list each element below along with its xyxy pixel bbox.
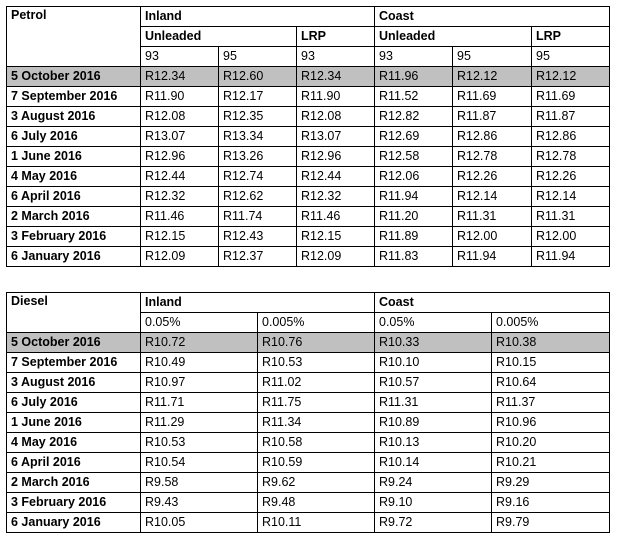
price-cell: R12.62 [219, 187, 297, 207]
price-cell: R10.10 [375, 353, 492, 373]
date-cell: 3 August 2016 [7, 373, 141, 393]
table-row [7, 167, 610, 187]
date-cell: 2 March 2016 [7, 207, 141, 227]
date-cell: 4 May 2016 [7, 167, 141, 187]
price-cell: R11.75 [258, 393, 375, 413]
diesel-coast-header: Coast [375, 293, 610, 313]
price-cell: R9.29 [492, 473, 610, 493]
price-cell: R13.07 [297, 127, 375, 147]
price-cell: R12.00 [532, 227, 610, 247]
price-cell: R12.96 [297, 147, 375, 167]
petrol-coast-lrp-header: LRP [532, 27, 610, 47]
price-cell: R12.86 [453, 127, 532, 147]
price-cell: R9.72 [375, 513, 492, 533]
price-cell: R13.34 [219, 127, 297, 147]
price-cell: R10.64 [492, 373, 610, 393]
table-row [7, 107, 610, 127]
price-cell: R12.32 [141, 187, 219, 207]
date-cell: 6 April 2016 [7, 453, 141, 473]
price-cell: R11.87 [453, 107, 532, 127]
date-cell: 6 January 2016 [7, 247, 141, 267]
price-cell: R9.43 [141, 493, 258, 513]
table-row [7, 493, 610, 513]
price-cell: R12.14 [453, 187, 532, 207]
price-cell: R12.15 [297, 227, 375, 247]
price-cell: R11.34 [258, 413, 375, 433]
table-row [7, 433, 610, 453]
price-cell: R12.12 [453, 67, 532, 87]
price-cell: R10.89 [375, 413, 492, 433]
price-cell: R10.57 [375, 373, 492, 393]
price-cell: R11.74 [219, 207, 297, 227]
price-cell: R11.94 [532, 247, 610, 267]
price-cell: R12.08 [141, 107, 219, 127]
price-cell: R10.33 [375, 333, 492, 353]
petrol-grade-inland-lrp-93: 93 [297, 47, 375, 67]
price-cell: R11.46 [297, 207, 375, 227]
price-cell: R12.34 [297, 67, 375, 87]
price-cell: R12.44 [297, 167, 375, 187]
price-cell: R12.17 [219, 87, 297, 107]
diesel-grade-coast-005: 0.05% [375, 313, 492, 333]
price-cell: R11.20 [375, 207, 453, 227]
petrol-price-table [6, 6, 610, 267]
table-row [7, 67, 610, 87]
price-cell: R11.71 [141, 393, 258, 413]
price-cell: R10.53 [258, 353, 375, 373]
price-cell: R13.07 [141, 127, 219, 147]
price-cell: R12.15 [141, 227, 219, 247]
petrol-grade-coast-unleaded-93: 93 [375, 47, 453, 67]
date-cell: 6 April 2016 [7, 187, 141, 207]
price-cell: R12.08 [297, 107, 375, 127]
petrol-grade-inland-unleaded-93: 93 [141, 47, 219, 67]
date-cell: 5 October 2016 [7, 67, 141, 87]
petrol-label: Petrol [7, 7, 141, 67]
price-cell: R10.58 [258, 433, 375, 453]
price-cell: R9.16 [492, 493, 610, 513]
price-cell: R11.31 [532, 207, 610, 227]
date-cell: 3 February 2016 [7, 493, 141, 513]
price-cell: R9.58 [141, 473, 258, 493]
price-cell: R10.20 [492, 433, 610, 453]
price-cell: R12.58 [375, 147, 453, 167]
price-cell: R12.74 [219, 167, 297, 187]
price-cell: R12.44 [141, 167, 219, 187]
date-cell: 6 July 2016 [7, 127, 141, 147]
table-row [7, 247, 610, 267]
price-cell: R10.11 [258, 513, 375, 533]
price-cell: R12.09 [297, 247, 375, 267]
price-cell: R12.78 [453, 147, 532, 167]
price-cell: R12.60 [219, 67, 297, 87]
price-cell: R9.24 [375, 473, 492, 493]
date-cell: 5 October 2016 [7, 333, 141, 353]
table-row [7, 187, 610, 207]
table-row [7, 147, 610, 167]
petrol-grade-inland-unleaded-95: 95 [219, 47, 297, 67]
price-cell: R10.49 [141, 353, 258, 373]
price-cell: R9.79 [492, 513, 610, 533]
price-cell: R12.26 [453, 167, 532, 187]
price-cell: R10.15 [492, 353, 610, 373]
date-cell: 6 January 2016 [7, 513, 141, 533]
price-cell: R12.43 [219, 227, 297, 247]
price-cell: R12.14 [532, 187, 610, 207]
price-cell: R11.31 [453, 207, 532, 227]
table-row [7, 373, 610, 393]
price-cell: R12.34 [141, 67, 219, 87]
price-cell: R10.72 [141, 333, 258, 353]
petrol-inland-header: Inland [141, 7, 375, 27]
table-row [7, 227, 610, 247]
table-row [7, 393, 610, 413]
table-row [7, 127, 610, 147]
diesel-price-table [6, 292, 610, 533]
table-row [7, 513, 610, 533]
diesel-grade-inland-0005: 0.005% [258, 313, 375, 333]
price-cell: R11.89 [375, 227, 453, 247]
price-cell: R12.69 [375, 127, 453, 147]
diesel-label: Diesel [7, 293, 141, 333]
price-cell: R10.59 [258, 453, 375, 473]
petrol-coast-header: Coast [375, 7, 610, 27]
price-cell: R10.38 [492, 333, 610, 353]
diesel-inland-header: Inland [141, 293, 375, 313]
price-cell: R12.86 [532, 127, 610, 147]
petrol-inland-unleaded-header: Unleaded [141, 27, 297, 47]
price-cell: R12.12 [532, 67, 610, 87]
date-cell: 3 August 2016 [7, 107, 141, 127]
price-cell: R11.94 [375, 187, 453, 207]
price-cell: R12.06 [375, 167, 453, 187]
price-cell: R11.87 [532, 107, 610, 127]
table-row [7, 353, 610, 373]
price-cell: R9.10 [375, 493, 492, 513]
price-cell: R10.13 [375, 433, 492, 453]
price-cell: R11.69 [532, 87, 610, 107]
price-cell: R11.96 [375, 67, 453, 87]
date-cell: 3 February 2016 [7, 227, 141, 247]
date-cell: 1 June 2016 [7, 147, 141, 167]
table-row [7, 87, 610, 107]
price-cell: R10.05 [141, 513, 258, 533]
price-cell: R10.54 [141, 453, 258, 473]
diesel-grade-inland-005: 0.05% [141, 313, 258, 333]
price-cell: R12.00 [453, 227, 532, 247]
table-row [7, 453, 610, 473]
price-cell: R11.90 [141, 87, 219, 107]
price-cell: R12.37 [219, 247, 297, 267]
date-cell: 1 June 2016 [7, 413, 141, 433]
table-row [7, 473, 610, 493]
price-cell: R12.96 [141, 147, 219, 167]
price-cell: R12.35 [219, 107, 297, 127]
price-cell: R11.90 [297, 87, 375, 107]
date-cell: 4 May 2016 [7, 433, 141, 453]
price-cell: R10.53 [141, 433, 258, 453]
petrol-coast-unleaded-header: Unleaded [375, 27, 532, 47]
price-cell: R11.46 [141, 207, 219, 227]
price-cell: R13.26 [219, 147, 297, 167]
date-cell: 6 July 2016 [7, 393, 141, 413]
date-cell: 2 March 2016 [7, 473, 141, 493]
petrol-grade-coast-unleaded-95: 95 [453, 47, 532, 67]
price-cell: R12.82 [375, 107, 453, 127]
price-cell: R10.97 [141, 373, 258, 393]
price-cell: R10.21 [492, 453, 610, 473]
price-cell: R10.76 [258, 333, 375, 353]
price-cell: R12.09 [141, 247, 219, 267]
price-cell: R11.37 [492, 393, 610, 413]
price-cell: R11.02 [258, 373, 375, 393]
price-cell: R11.31 [375, 393, 492, 413]
diesel-grade-coast-0005: 0.005% [492, 313, 610, 333]
price-cell: R12.32 [297, 187, 375, 207]
table-row [7, 207, 610, 227]
price-cell: R9.62 [258, 473, 375, 493]
price-cell: R10.96 [492, 413, 610, 433]
price-cell: R11.52 [375, 87, 453, 107]
price-cell: R11.29 [141, 413, 258, 433]
date-cell: 7 September 2016 [7, 87, 141, 107]
price-cell: R12.26 [532, 167, 610, 187]
price-cell: R10.14 [375, 453, 492, 473]
petrol-inland-lrp-header: LRP [297, 27, 375, 47]
table-row [7, 333, 610, 353]
date-cell: 7 September 2016 [7, 353, 141, 373]
price-cell: R9.48 [258, 493, 375, 513]
petrol-grade-coast-lrp-95: 95 [532, 47, 610, 67]
price-cell: R11.83 [375, 247, 453, 267]
price-cell: R11.69 [453, 87, 532, 107]
price-cell: R12.78 [532, 147, 610, 167]
table-row [7, 413, 610, 433]
price-cell: R11.94 [453, 247, 532, 267]
